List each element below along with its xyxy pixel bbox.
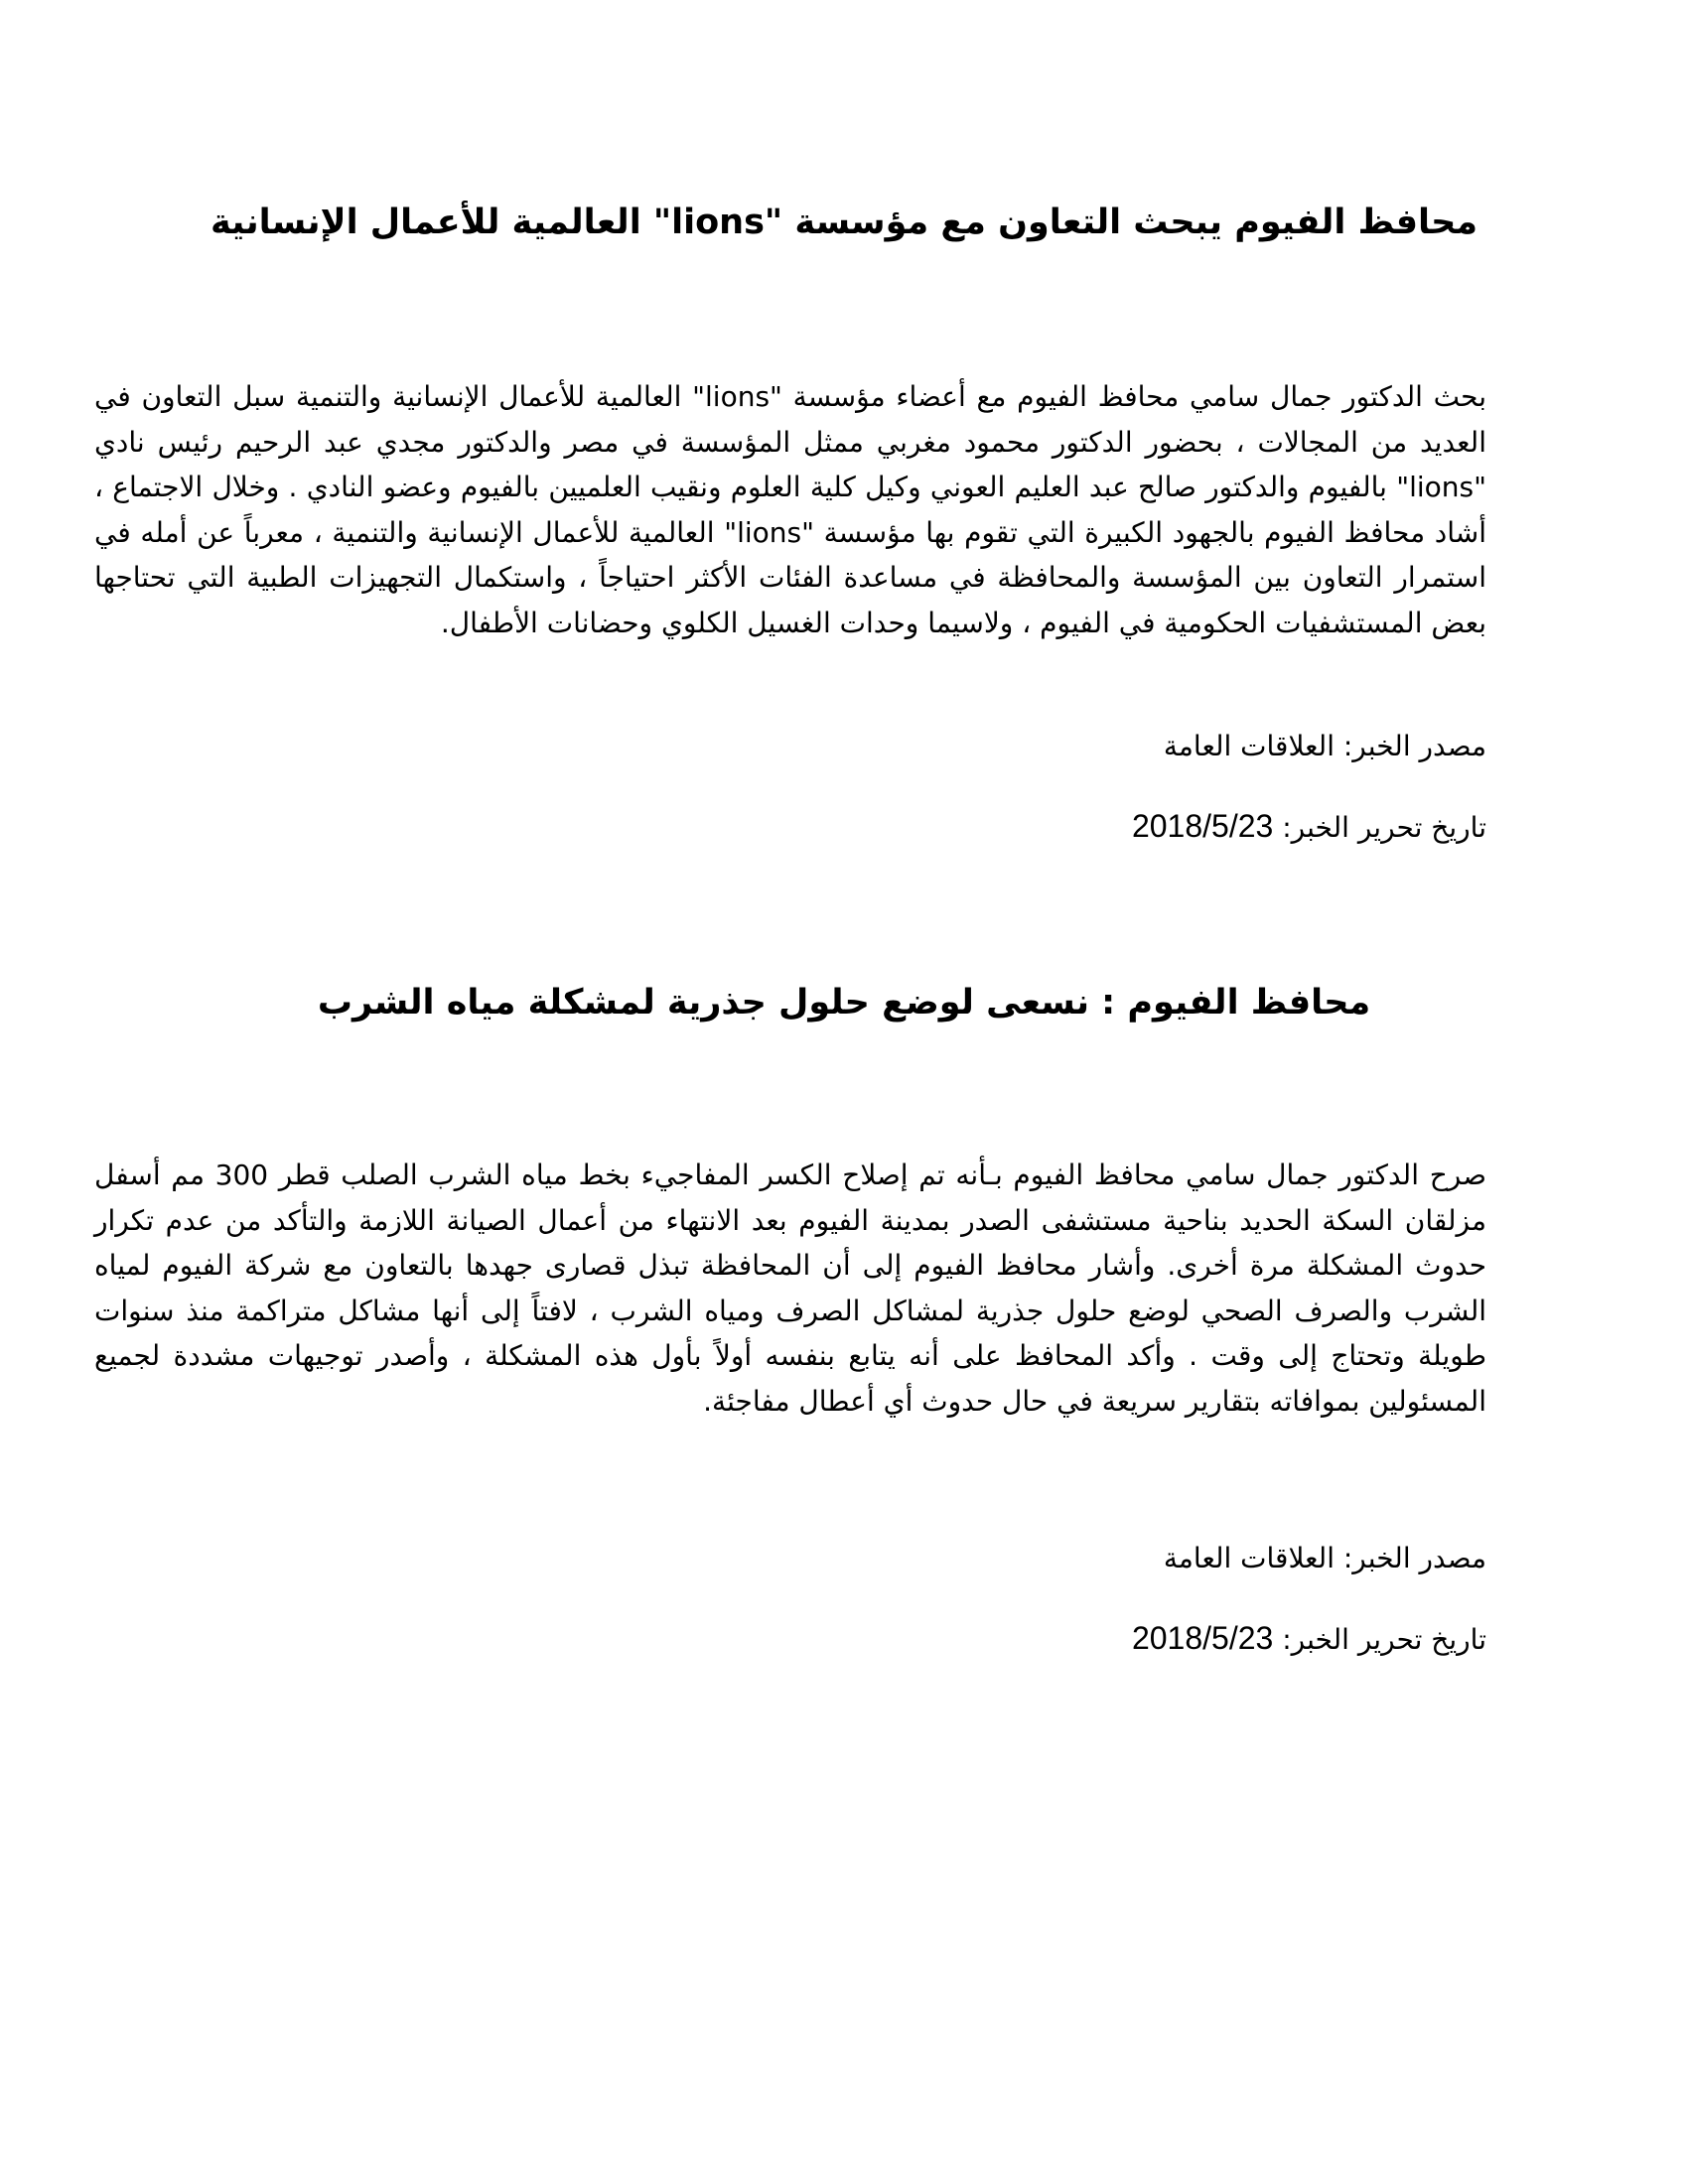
article-2-date (692, 1618, 1486, 1660)
article-2-body: صرح الدكتور جمال سامي محافظ الفيوم بـأنه تم إصلاح الكسر المفاجيء بخط مياه الشرب الصلب قطر 300 مم أسفل مزلقان السكة الحديد بناحية مستشفى الصدر بمدينة الفيوم بعد الانتهاء من أعمال الصيانة اللازمة والتأكد من عدم تكرار حدوث المشكلة مرة أخرى. وأشار محافظ الفيوم إلى أن المحافظة تبذل قصارى جهدها بالتعاون مع شركة الفيوم لمياه الشرب والصرف الصحي لوضع حلول جذرية لمشاكل الصرف ومياه الشرب ، لافتاً إلى أنها مشاكل متراكمة منذ سنوات طويلة وتحتاج إلى وقت . وأكد المحافظ على أنه يتابع بنفسه أولاً بأول هذه المشكلة ، وأصدر توجيهات مشددة لجميع المسئولين بموافاته بتقارير سريعة في حال حدوث أي أعطال مفاجئة. (94, 1159, 1486, 1418)
date-value: 2018/5/23 (1131, 1620, 1274, 1656)
source-value: العلاقات العامة (1163, 730, 1335, 762)
date-label: تاريخ تحرير الخبر: (1282, 1623, 1486, 1656)
article-2-title: محافظ الفيوم : نسعى لوضع حلول جذرية لمشكلة مياه الشرب (317, 983, 1371, 1023)
source-label: مصدر الخبر: (1342, 730, 1486, 762)
date-label: تاريخ تحرير الخبر: (1282, 811, 1486, 844)
article-1-body: بحث الدكتور جمال سامي محافظ الفيوم مع أعضاء مؤسسة "lions" العالمية للأعمال الإنسانية والتنمية سبل التعاون في العديد من المجالات ، بحضور الدكتور محمود مغربي ممثل المؤسسة في مصر والدكتور مجدي عبد الرحيم رئيس نادي "lions" بالفيوم والدكتور صالح عبد العليم العوني وكيل كلية العلوم ونقيب العلميين بالفيوم وعضو النادي . وخلال الاجتماع ، أشاد محافظ الفيوم بالجهود الكبيرة التي تقوم بها مؤسسة "lions" العالمية للأعمال الإنسانية والتنمية ، معرباً عن أمله في استمرار التعاون بين المؤسسة والمحافظة في مساعدة الفئات الأكثر احتياجاً ، واستكمال التجهيزات الطبية التي تحتاجها بعض المستشفيات الحكومية في الفيوم ، ولاسيما وحدات الغسيل الكلوي وحضانات الأطفال. (94, 380, 1487, 639)
source-value: العلاقات العامة (1163, 1542, 1335, 1574)
source-label: مصدر الخبر: (1342, 1542, 1486, 1574)
date-value: 2018/5/23 (1131, 808, 1274, 844)
article-1-source (692, 727, 1486, 766)
article-1-title: محافظ الفيوم يبحث التعاون مع مؤسسة "lions" العالمية للأعمال الإنسانية (210, 203, 1478, 242)
article-1-date (692, 806, 1486, 848)
article-2-source (692, 1539, 1486, 1578)
